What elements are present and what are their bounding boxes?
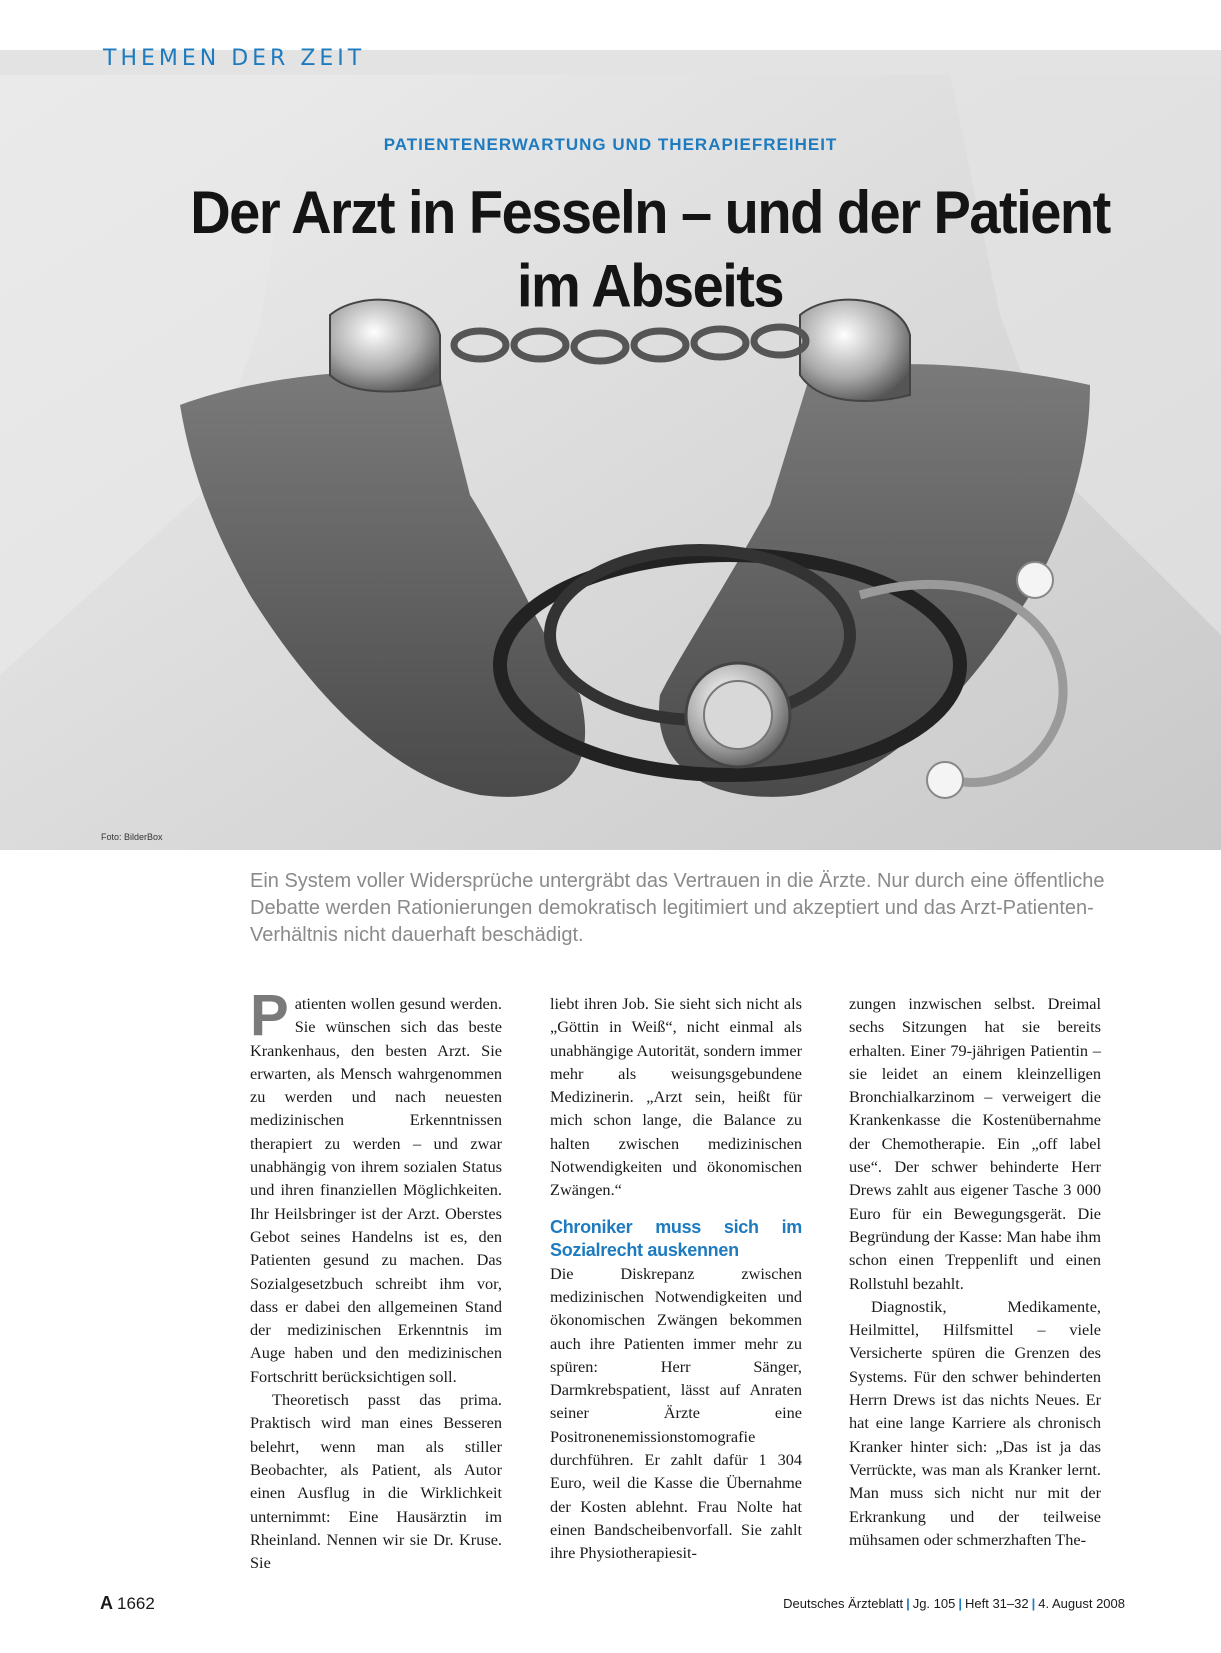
article-kicker: PATIENTENERWARTUNG UND THERAPIEFREIHEIT: [383, 135, 838, 154]
photo-credit: Foto: BilderBox: [101, 832, 163, 842]
dropcap: P: [250, 983, 289, 1048]
body-column-1: [250, 983, 502, 1574]
article-subheading: Chroniker muss sich im Sozialrecht auskennen: [550, 1216, 802, 1260]
page-prefix: A: [100, 1593, 113, 1613]
body-text: atienten wollen gesund werden. Sie wünschen sich das beste Krankenhaus, den besten Arzt. Sie erwarten, als Mensch wahrgenommen zu werden und nach neuesten medizinischen Erkenntnissen therapiert zu werden – und zwar unabhängig von ihrem sozialen Status und ihren finanziellen Möglichkeiten. Ihr Heilsbringer ist der Arzt. Oberstes Gebot seines Handelns ist es, den Patienten gesund zu machen. Das Sozialgesetzbuch schreibt ihm vor, dass er dabei den allgemeinen Stand der medizinischen Erkenntnis im Auge haben und den medizinischen Fortschritt berücksichtigen soll.: [250, 994, 502, 1386]
journal-issue: Heft 31–32: [965, 1596, 1029, 1611]
article-headline: [140, 176, 1160, 323]
body-paragraph: zungen inzwischen selbst. Dreimal sechs Sitzungen hat sie bereits erhalten. Einer 79-jährigen Patientin – sie leidet an einem kleinzelligen Bronchialkarzinom – verweigert die Krankenkasse die Kostenübernahme der Chemotherapie. Ein „off label use“. Der schwer behinderte Herr Drews zahlt aus eigener Tasche 3 000 Euro für ein Bewegungsgerät. Die Begründung der Kasse: Man habe ihm schon einen Treppenlift und einen Rollstuhl bezahlt.: [849, 994, 1101, 1293]
section-label: THEMEN DER ZEIT: [103, 46, 366, 71]
body-paragraph: Theoretisch passt das prima. Praktisch wird man eines Besseren belehrt, wenn man als stiller Beobachter, als Patient, als Autor einen Ausflug in die Wirklichkeit unternimmt: Eine Hausärztin im Rheinland. Nennen wir sie Dr. Kruse. Sie: [250, 1390, 502, 1573]
headline-line-2: im Abseits: [516, 251, 784, 320]
body-column-3: [849, 992, 1101, 1551]
page-number: [100, 1593, 155, 1614]
journal-date: 4. August 2008: [1038, 1596, 1125, 1611]
body-paragraph: [250, 983, 502, 1388]
headline-line-1: Der Arzt in Fesseln – und der Patient: [190, 178, 1110, 247]
footer-separator: |: [906, 1596, 910, 1611]
journal-name: Deutsches Ärzteblatt: [783, 1596, 904, 1611]
page-number-value: 1662: [117, 1594, 155, 1613]
body-paragraph: Die Diskrepanz zwischen medizinischen Notwendigkeiten und ökonomischen Zwängen bekommen auch ihre Patienten immer mehr zu spüren: Herr Sänger, Darmkrebspatient, lässt auf Anraten seiner Ärzte eine Positronenemissionstomografie durchführen. Er zahlt dafür 1 304 Euro, weil die Kasse die Übernahme der Kosten ablehnt. Frau Nolte hat einen Bandscheibenvorfall. Sie zahlt ihre Physiotherapiesit-: [550, 1263, 802, 1563]
body-column-2: [550, 992, 802, 1565]
journal-footer: [783, 1596, 1125, 1611]
footer-separator: |: [1031, 1596, 1036, 1611]
article-lead: Ein System voller Widersprüche untergräbt das Vertrauen in die Ärzte. Nur durch eine öffentliche Debatte werden Rationierungen demokratisch legitimiert und akzeptiert und das Arzt-Patienten-Verhältnis nicht dauerhaft beschädigt.: [250, 870, 1105, 946]
footer-separator: |: [958, 1596, 962, 1611]
journal-volume: Jg. 105: [912, 1596, 956, 1611]
body-paragraph: Diagnostik, Medikamente, Heilmittel, Hilfsmittel – viele Versicherte spüren die Grenzen des Systems. Für den schwer behinderten Herrn Drews ist das nichts Neues. Er hat eine lange Karriere als chronisch Kranker hinter sich: „Das ist ja das Verrückte, was man als Kranker lernt. Man muss sich nicht nur mit der Erkrankung und der teilweise mühsamen oder schmerzhaften The-: [849, 1296, 1101, 1549]
body-paragraph: liebt ihren Job. Sie sieht sich nicht als „Göttin in Weiß“, nicht einmal als unabhängige Autorität, sondern immer mehr als weisungsgebundene Medizinerin. „Arzt sein, heißt für mich schon lange, die Balance zu halten zwischen medizinischen Notwendigkeiten und ökonomischen Zwängen.“: [550, 994, 802, 1200]
